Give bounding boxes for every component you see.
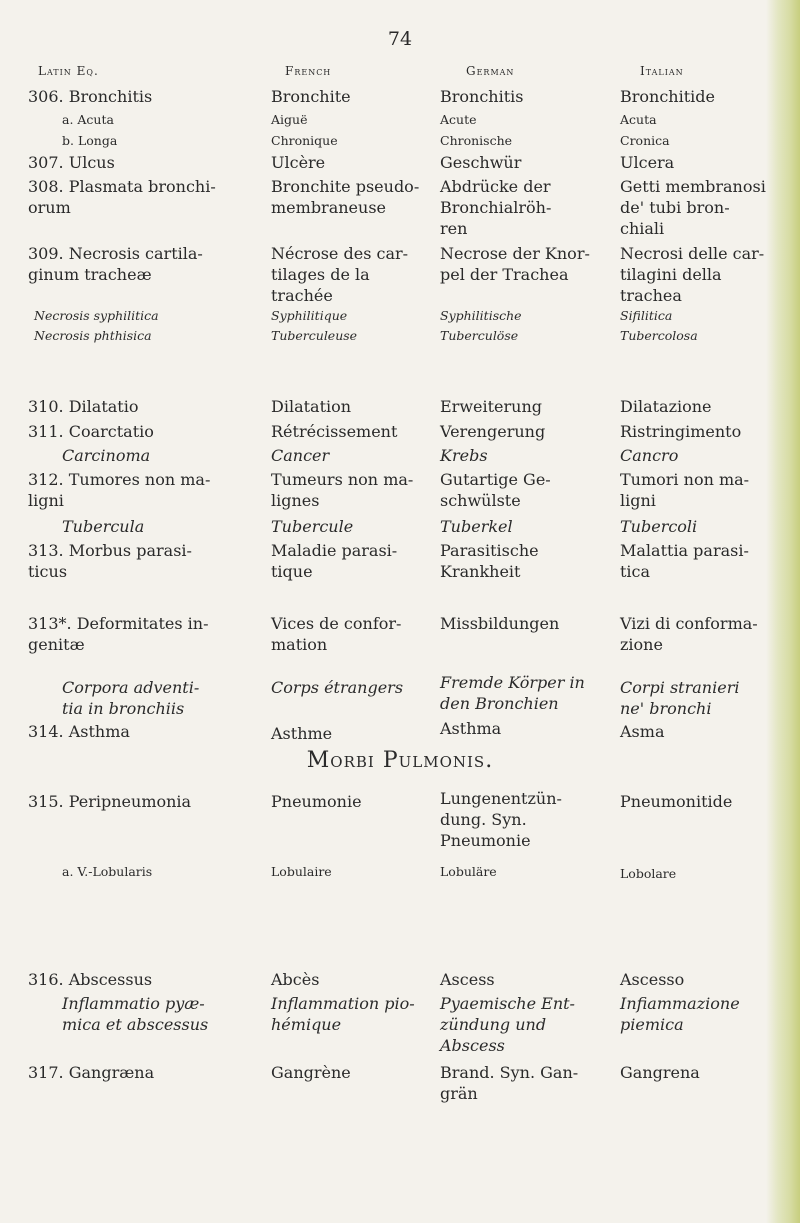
italian-309: Necrosi delle car- tilagini della trachea: [620, 244, 765, 305]
italian-306: Bronchitide: [620, 87, 715, 106]
latin-315: 315. Peripneumonia: [28, 792, 192, 811]
french-309-phthisica: Tuberculeuse: [271, 328, 358, 343]
italian-carcinoma: Cancro: [620, 446, 679, 465]
french-306a: Aiguë: [271, 112, 308, 127]
german-306b: Chronische: [440, 133, 513, 148]
french-corpora: Corps étrangers: [271, 678, 404, 697]
german-inflammatio: Pyaemische Ent- zündung und Abscess: [440, 994, 575, 1055]
german-313-star: Missbildungen: [440, 614, 560, 633]
italian-314: Asma: [620, 722, 665, 741]
italian-308: Getti membranosi de' tubi bron- chiali: [620, 177, 766, 238]
french-309-syphilitica: Syphilitique: [271, 308, 348, 323]
french-inflammatio: Inflammation pio- hémique: [271, 994, 415, 1034]
german-316: Ascess: [440, 970, 495, 989]
german-306: Bronchitis: [440, 87, 524, 106]
italian-316: Ascesso: [620, 970, 685, 989]
german-315: Lungenentzün- dung. Syn. Pneumonie: [440, 789, 562, 850]
french-312: Tumeurs non ma- lignes: [271, 470, 414, 510]
latin-corpora: Corpora adventi- tia in bronchiis: [62, 678, 200, 718]
latin-315a: a. V.-Lobularis: [62, 864, 153, 879]
german-corpora: Fremde Körper in den Bronchien: [440, 673, 585, 713]
section-title: Morbi Pulmonis.: [306, 748, 494, 773]
french-317: Gangrène: [271, 1063, 351, 1082]
latin-306b: b. Longa: [62, 133, 118, 148]
latin-312: 312. Tumores non ma- ligni: [28, 470, 211, 510]
italian-306a: Acuta: [620, 112, 657, 127]
latin-309: 309. Necrosis cartila- ginum tracheæ: [28, 244, 203, 284]
german-306a: Acute: [440, 112, 477, 127]
german-309: Necrose der Knor- pel der Trachea: [440, 244, 590, 284]
latin-307: 307. Ulcus: [28, 153, 115, 172]
italian-309-syphilitica: Sifilitica: [620, 308, 673, 323]
italian-310: Dilatazione: [620, 397, 712, 416]
french-309: Nécrose des car- tilages de la trachée: [271, 244, 409, 305]
header-french: French: [285, 64, 332, 78]
german-317: Brand. Syn. Gan- grän: [440, 1063, 579, 1103]
french-311: Rétrécissement: [271, 422, 398, 441]
french-308: Bronchite pseudo- membraneuse: [271, 177, 420, 217]
latin-306: 306. Bronchitis: [28, 87, 153, 106]
german-310: Erweiterung: [440, 397, 543, 416]
latin-carcinoma: Carcinoma: [62, 446, 151, 465]
german-309-syphilitica: Syphilitische: [440, 308, 522, 323]
french-carcinoma: Cancer: [271, 446, 330, 465]
german-carcinoma: Krebs: [440, 446, 488, 465]
latin-313-star: 313*. Deformitates in- genitæ: [28, 614, 209, 654]
latin-309-syphilitica: Necrosis syphilitica: [34, 308, 159, 323]
header-italian: Italian: [640, 64, 684, 78]
french-315: Pneumonie: [271, 792, 362, 811]
latin-314: 314. Asthma: [28, 722, 130, 741]
french-306: Bronchite: [271, 87, 351, 106]
latin-310: 310. Dilatatio: [28, 397, 139, 416]
german-312: Gutartige Ge- schwülste: [440, 470, 551, 510]
german-309-phthisica: Tuberculöse: [440, 328, 519, 343]
german-307: Geschwür: [440, 153, 522, 172]
latin-306a: a. Acuta: [62, 112, 114, 127]
header-latin: Latin Eq.: [38, 64, 99, 78]
italian-307: Ulcera: [620, 153, 675, 172]
page-number: 74: [387, 28, 413, 50]
latin-308: 308. Plasmata bronchi- orum: [28, 177, 216, 217]
header-german: German: [466, 64, 515, 78]
french-310: Dilatation: [271, 397, 352, 416]
italian-313: Malattia parasi- tica: [620, 541, 749, 581]
latin-316: 316. Abscessus: [28, 970, 153, 989]
german-311: Verengerung: [440, 422, 546, 441]
italian-315a: Lobolare: [620, 866, 677, 881]
french-315a: Lobulaire: [271, 864, 332, 879]
italian-tubercula: Tubercoli: [620, 517, 698, 536]
italian-309-phthisica: Tubercolosa: [620, 328, 698, 343]
italian-inflammatio: Infiammazione piemica: [620, 994, 740, 1034]
latin-309-phthisica: Necrosis phthisica: [34, 328, 152, 343]
italian-315: Pneumonitide: [620, 792, 733, 811]
german-315a: Lobuläre: [440, 864, 497, 879]
german-314: Asthma: [440, 719, 502, 738]
german-313: Parasitische Krankheit: [440, 541, 539, 581]
german-308: Abdrücke der Bronchialröh- ren: [440, 177, 552, 238]
french-307: Ulcère: [271, 153, 326, 172]
latin-313: 313. Morbus parasi- ticus: [28, 541, 192, 581]
italian-311: Ristringimento: [620, 422, 742, 441]
italian-317: Gangrena: [620, 1063, 700, 1082]
german-tubercula: Tuberkel: [440, 517, 513, 536]
italian-313-star: Vizi di conforma- zione: [620, 614, 758, 654]
italian-corpora: Corpi stranieri ne' bronchi: [620, 678, 740, 718]
italian-306b: Cronica: [620, 133, 670, 148]
french-306b: Chronique: [271, 133, 338, 148]
latin-inflammatio: Inflammatio pyæ- mica et abscessus: [62, 994, 209, 1034]
french-316: Abcès: [271, 970, 320, 989]
page-edge-shading: [766, 0, 800, 1223]
latin-317: 317. Gangræna: [28, 1063, 155, 1082]
latin-tubercula: Tubercula: [62, 517, 145, 536]
latin-311: 311. Coarctatio: [28, 422, 154, 441]
french-tubercula: Tubercule: [271, 517, 354, 536]
italian-312: Tumori non ma- ligni: [620, 470, 750, 510]
french-313-star: Vices de confor- mation: [271, 614, 402, 654]
french-314: Asthme: [271, 724, 333, 743]
french-313: Maladie parasi- tique: [271, 541, 398, 581]
